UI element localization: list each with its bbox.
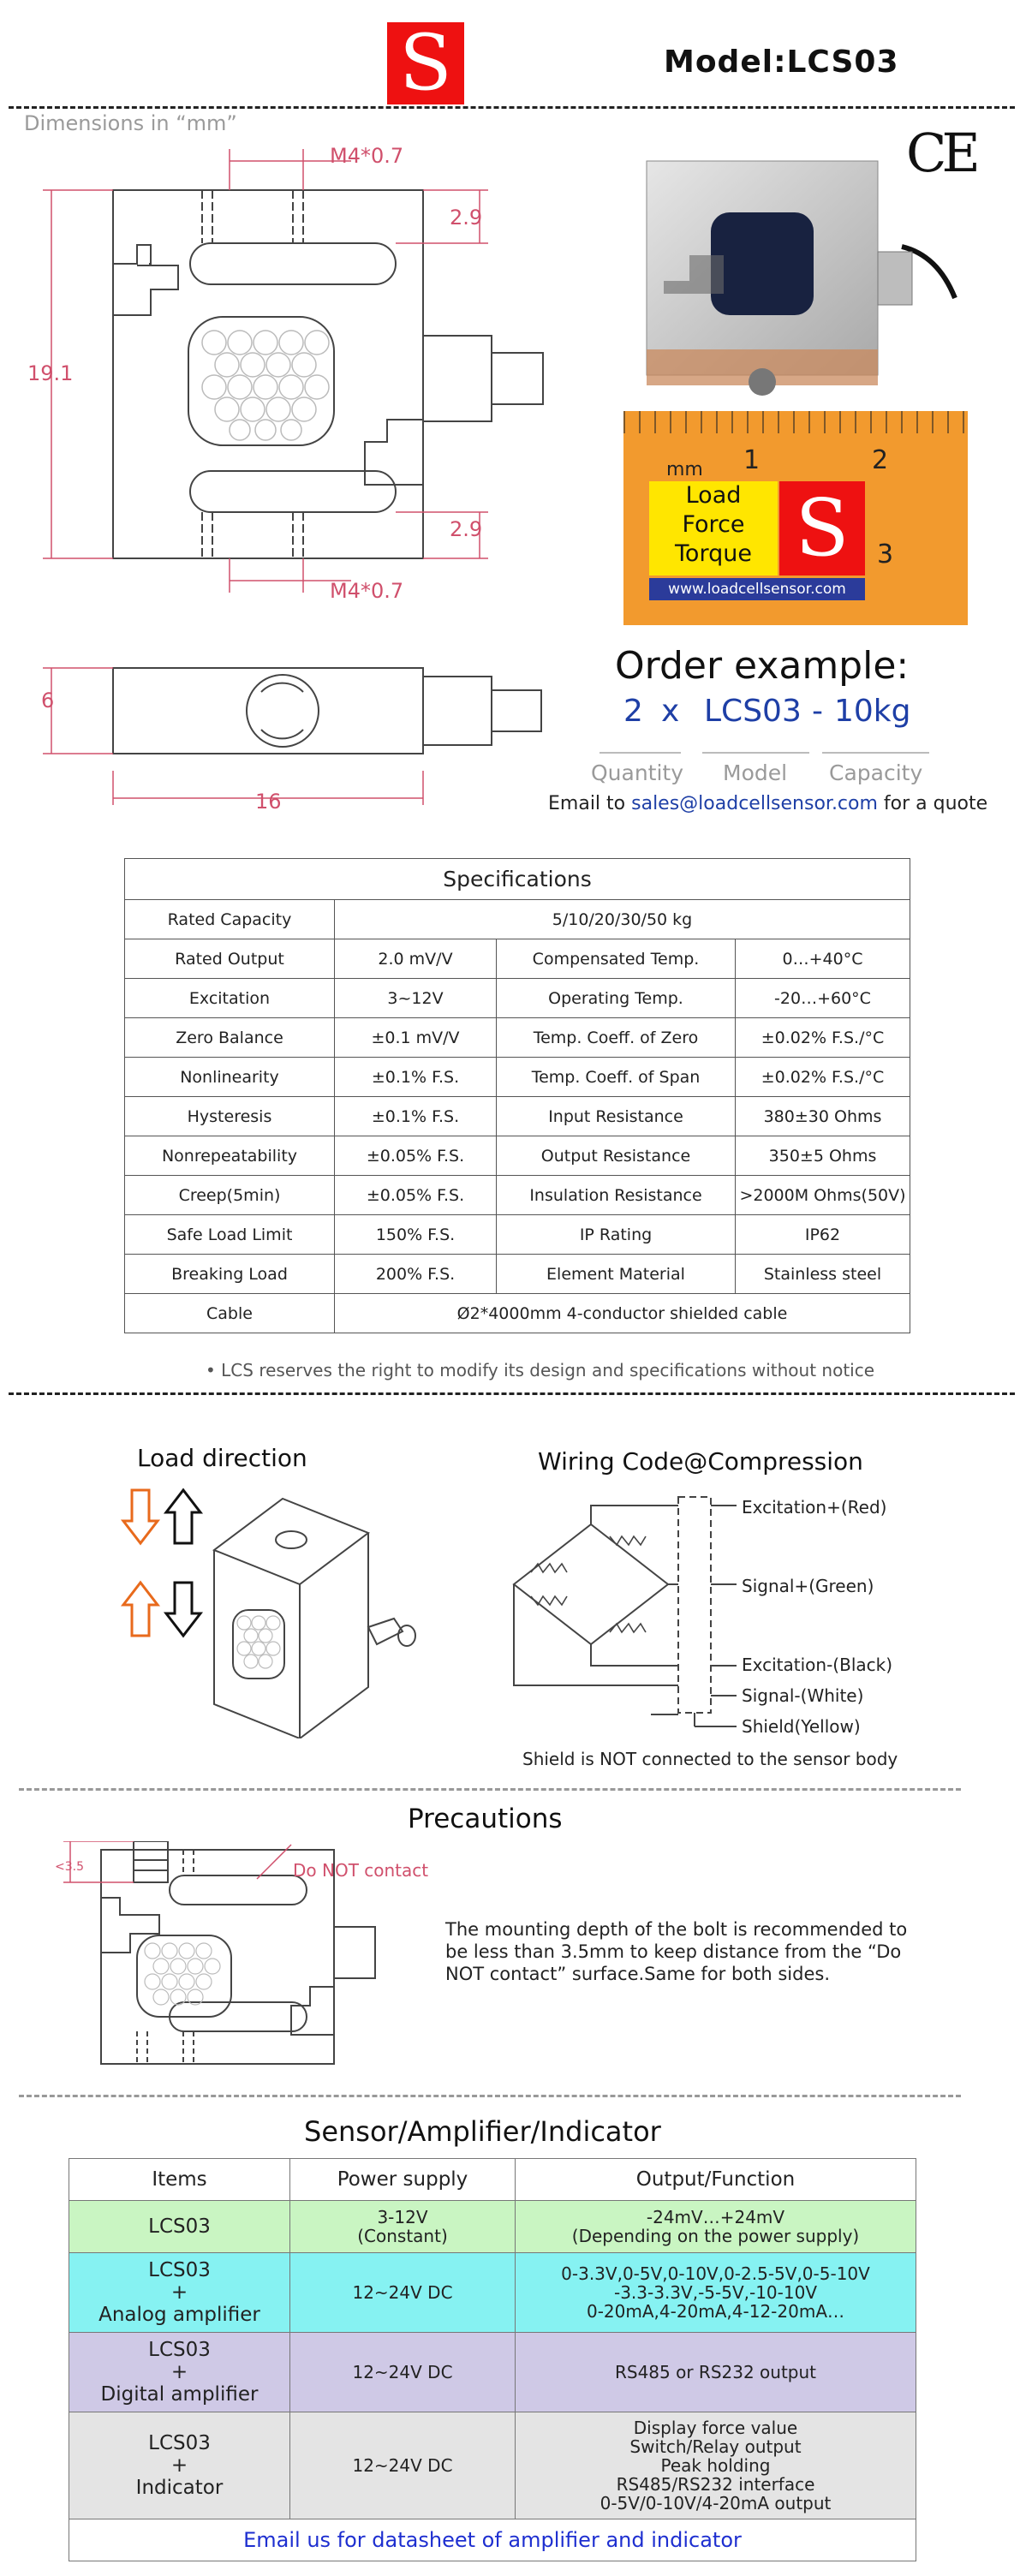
- output-line: (Depending on the power supply): [571, 2226, 860, 2246]
- spec-value: 380±30 Ohms: [736, 1097, 910, 1136]
- item-line: Indicator: [135, 2477, 224, 2499]
- power-cell: [290, 2253, 516, 2333]
- brand-label: [649, 481, 778, 575]
- spec-label: Compensated Temp.: [497, 939, 736, 979]
- spec-label: IP Rating: [497, 1215, 736, 1255]
- spec-value: ±0.02% F.S./°C: [736, 1058, 910, 1097]
- order-dash: -: [812, 694, 823, 729]
- column-header: Power supply: [290, 2159, 516, 2201]
- product-photo: [629, 152, 972, 409]
- spec-value: 200% F.S.: [335, 1255, 497, 1294]
- item-line: +: [170, 2361, 188, 2383]
- height-dimension: 19.1: [27, 361, 74, 385]
- power-cell: [290, 2412, 516, 2519]
- spec-value: 2.0 mV/V: [335, 939, 497, 979]
- spec-label: Creep(5min): [125, 1176, 335, 1215]
- output-line: 0-20mA,4-20mA,4-12-20mA…: [586, 2301, 845, 2322]
- table-row: [125, 979, 910, 1018]
- ruler-ticks: [623, 411, 968, 433]
- brand-line-load: Load: [685, 482, 742, 509]
- section-divider: [19, 1788, 961, 1791]
- thread-bottom-label: M4*0.7: [330, 579, 404, 603]
- table-header-row: [69, 2159, 916, 2201]
- order-quantity: 2: [623, 694, 643, 729]
- output-line: 0-5V/0-10V/4-20mA output: [599, 2493, 832, 2513]
- capacity-underline: [822, 752, 929, 754]
- table-row: [125, 1136, 910, 1176]
- item-line: LCS03: [148, 2259, 211, 2281]
- spec-value: ±0.05% F.S.: [335, 1136, 497, 1176]
- spec-label: Temp. Coeff. of Zero: [497, 1018, 736, 1058]
- brand-line-torque: Torque: [675, 540, 752, 567]
- spec-label: Nonlinearity: [125, 1058, 335, 1097]
- output-line: -24mV…+24mV: [646, 2207, 785, 2227]
- width-dimension: 16: [255, 790, 282, 814]
- lcs-logo: S: [387, 22, 464, 104]
- table-row: [125, 939, 910, 979]
- load-direction-drawing: [120, 1482, 445, 1738]
- header-divider: [9, 106, 1015, 109]
- wire-signal-positive: Signal+(Green): [742, 1576, 874, 1596]
- compression-arrow-icon: [123, 1490, 158, 1543]
- output-cell: [516, 2253, 916, 2333]
- sensor-amplifier-indicator-title: Sensor/Amplifier/Indicator: [304, 2115, 661, 2148]
- spec-value: ±0.1 mV/V: [335, 1018, 497, 1058]
- datasheet-request-link[interactable]: Email us for datasheet of amplifier and indicator: [69, 2519, 916, 2561]
- output-line: Switch/Relay output: [629, 2436, 802, 2457]
- item-line: Analog amplifier: [98, 2304, 260, 2326]
- ruler-number-2: 2: [872, 445, 889, 475]
- model-title: Model:LCS03: [664, 45, 899, 80]
- spec-label: Insulation Resistance: [497, 1176, 736, 1215]
- sensor-amplifier-indicator-table: [69, 2158, 916, 2561]
- spec-label: Zero Balance: [125, 1018, 335, 1058]
- spec-label: Operating Temp.: [497, 979, 736, 1018]
- spec-value: 0…+40°C: [736, 939, 910, 979]
- specifications-title: Specifications: [125, 859, 910, 900]
- output-line: RS485/RS232 interface: [616, 2474, 815, 2495]
- item-cell: [69, 2333, 290, 2412]
- ruler-number-1: 1: [743, 445, 761, 475]
- power-line: (Constant): [357, 2226, 448, 2246]
- spec-label: Breaking Load: [125, 1255, 335, 1294]
- do-not-contact-label: Do NOT contact: [293, 1860, 429, 1881]
- ruler-number-3: 3: [877, 540, 894, 569]
- spec-label: Hysteresis: [125, 1097, 335, 1136]
- specifications-table: [124, 858, 910, 1333]
- cable-value: Ø2*4000mm 4-conductor shielded cable: [335, 1294, 910, 1333]
- email-suffix: for a quote: [883, 793, 988, 814]
- precautions-text: The mounting depth of the bolt is recommended to be less than 3.5mm to keep distance from the “Do NOT contact” surface.Same for both sides.: [445, 1919, 908, 1984]
- rated-capacity-label: Rated Capacity: [125, 900, 335, 939]
- power-line: 12~24V DC: [352, 2362, 453, 2382]
- spec-value: 150% F.S.: [335, 1215, 497, 1255]
- load-direction-title: Load direction: [137, 1444, 307, 1472]
- bottom-gap-dimension: 2.9: [450, 517, 483, 541]
- wire-excitation-negative: Excitation-(Black): [742, 1655, 893, 1675]
- specification-disclaimer: • LCS reserves the right to modify its design and specifications without notice: [206, 1360, 875, 1380]
- quote-email-line: [548, 793, 987, 814]
- spec-value: -20…+60°C: [736, 979, 910, 1018]
- quantity-underline: [599, 752, 681, 754]
- column-header: Output/Function: [516, 2159, 916, 2201]
- specifications-header-row: [125, 859, 910, 900]
- power-line: 12~24V DC: [352, 2282, 453, 2303]
- spec-value: Stainless steel: [736, 1255, 910, 1294]
- ce-mark: CE: [906, 122, 975, 184]
- table-row: [125, 1018, 910, 1058]
- section-divider: [9, 1392, 1015, 1395]
- item-line: +: [170, 2281, 188, 2304]
- spec-value: >2000M Ohms(50V): [736, 1176, 910, 1215]
- rated-capacity-value: 5/10/20/30/50 kg: [335, 900, 910, 939]
- wiring-diagram: [497, 1490, 1011, 1747]
- column-header: Items: [69, 2159, 290, 2201]
- ruler-unit: mm: [666, 459, 703, 480]
- spec-label: Element Material: [497, 1255, 736, 1294]
- output-line: Peak holding: [660, 2455, 771, 2476]
- spec-label: Rated Output: [125, 939, 335, 979]
- output-line: RS485 or RS232 output: [614, 2362, 817, 2382]
- brand-url: www.loadcellsensor.com: [649, 578, 865, 600]
- thickness-dimension: 6: [41, 689, 55, 713]
- order-example-title: Order example:: [615, 644, 910, 688]
- spec-value: 350±5 Ohms: [736, 1136, 910, 1176]
- dimension-drawing: [0, 137, 557, 822]
- brand-line-force: Force: [682, 511, 745, 538]
- table-row: [69, 2201, 916, 2253]
- power-cell: [290, 2201, 516, 2253]
- table-row: [125, 1255, 910, 1294]
- order-times: x: [661, 694, 680, 729]
- output-cell: [516, 2412, 916, 2519]
- brand-logo: S: [779, 481, 865, 575]
- table-row: [125, 1176, 910, 1215]
- power-cell: [290, 2333, 516, 2412]
- order-capacity: 10kg: [834, 694, 911, 729]
- ruler-photo: [623, 411, 968, 625]
- spec-value: ±0.05% F.S.: [335, 1176, 497, 1215]
- tension-reaction-arrow-icon: [166, 1583, 200, 1636]
- shield-note: Shield is NOT connected to the sensor body: [522, 1749, 898, 1769]
- section-divider: [19, 2095, 961, 2097]
- spec-label: Nonrepeatability: [125, 1136, 335, 1176]
- model-underline: [702, 752, 809, 754]
- spec-label: Input Resistance: [497, 1097, 736, 1136]
- spec-value: ±0.02% F.S./°C: [736, 1018, 910, 1058]
- output-line: -3.3-3.3V,-5-5V,-10-10V: [613, 2282, 818, 2303]
- depth-dimension: <3.5: [55, 1860, 84, 1874]
- output-cell: [516, 2201, 916, 2253]
- item-cell: [69, 2201, 290, 2253]
- spec-label: Excitation: [125, 979, 335, 1018]
- table-row: [69, 2333, 916, 2412]
- dimensions-note: Dimensions in “mm”: [24, 111, 237, 135]
- spec-value: 3~12V: [335, 979, 497, 1018]
- item-line: LCS03: [148, 2339, 211, 2361]
- precautions-title: Precautions: [408, 1804, 563, 1834]
- spec-value: ±0.1% F.S.: [335, 1097, 497, 1136]
- spec-label: Temp. Coeff. of Span: [497, 1058, 736, 1097]
- item-line: Digital amplifier: [100, 2383, 259, 2406]
- spec-label: Output Resistance: [497, 1136, 736, 1176]
- output-line: Display force value: [633, 2418, 798, 2438]
- power-line: 12~24V DC: [352, 2455, 453, 2476]
- sales-email-link[interactable]: sales@loadcellsensor.com: [631, 793, 878, 814]
- email-prefix: Email to: [548, 793, 626, 814]
- item-line: LCS03: [148, 2432, 211, 2454]
- item-line: LCS03: [148, 2215, 211, 2238]
- table-row: [125, 1097, 910, 1136]
- table-row: [125, 900, 910, 939]
- cable-label: Cable: [125, 1294, 335, 1333]
- table-row: [69, 2253, 916, 2333]
- wire-signal-negative: Signal-(White): [742, 1685, 864, 1706]
- order-model: LCS03: [704, 694, 802, 729]
- model-label: Model: [723, 760, 788, 785]
- power-line: 3-12V: [377, 2207, 428, 2227]
- quantity-label: Quantity: [591, 760, 684, 785]
- item-cell: [69, 2253, 290, 2333]
- wire-excitation-positive: Excitation+(Red): [742, 1497, 887, 1518]
- item-line: +: [170, 2454, 188, 2477]
- top-gap-dimension: 2.9: [450, 206, 483, 230]
- table-row: [69, 2412, 916, 2519]
- capacity-label: Capacity: [829, 760, 923, 785]
- table-row: [125, 1294, 910, 1333]
- spec-value: IP62: [736, 1215, 910, 1255]
- table-footer-row: [69, 2519, 916, 2561]
- item-cell: [69, 2412, 290, 2519]
- output-line: 0-3.3V,0-5V,0-10V,0-2.5-5V,0-5-10V: [561, 2263, 870, 2284]
- wiring-code-title: Wiring Code@Compression: [538, 1447, 863, 1476]
- table-row: [125, 1215, 910, 1255]
- reaction-arrow-icon: [166, 1490, 200, 1543]
- table-row: [125, 1058, 910, 1097]
- thread-top-label: M4*0.7: [330, 144, 404, 168]
- spec-label: Safe Load Limit: [125, 1215, 335, 1255]
- spec-value: ±0.1% F.S.: [335, 1058, 497, 1097]
- tension-arrow-icon: [123, 1583, 158, 1636]
- wire-shield: Shield(Yellow): [742, 1716, 861, 1737]
- output-cell: [516, 2333, 916, 2412]
